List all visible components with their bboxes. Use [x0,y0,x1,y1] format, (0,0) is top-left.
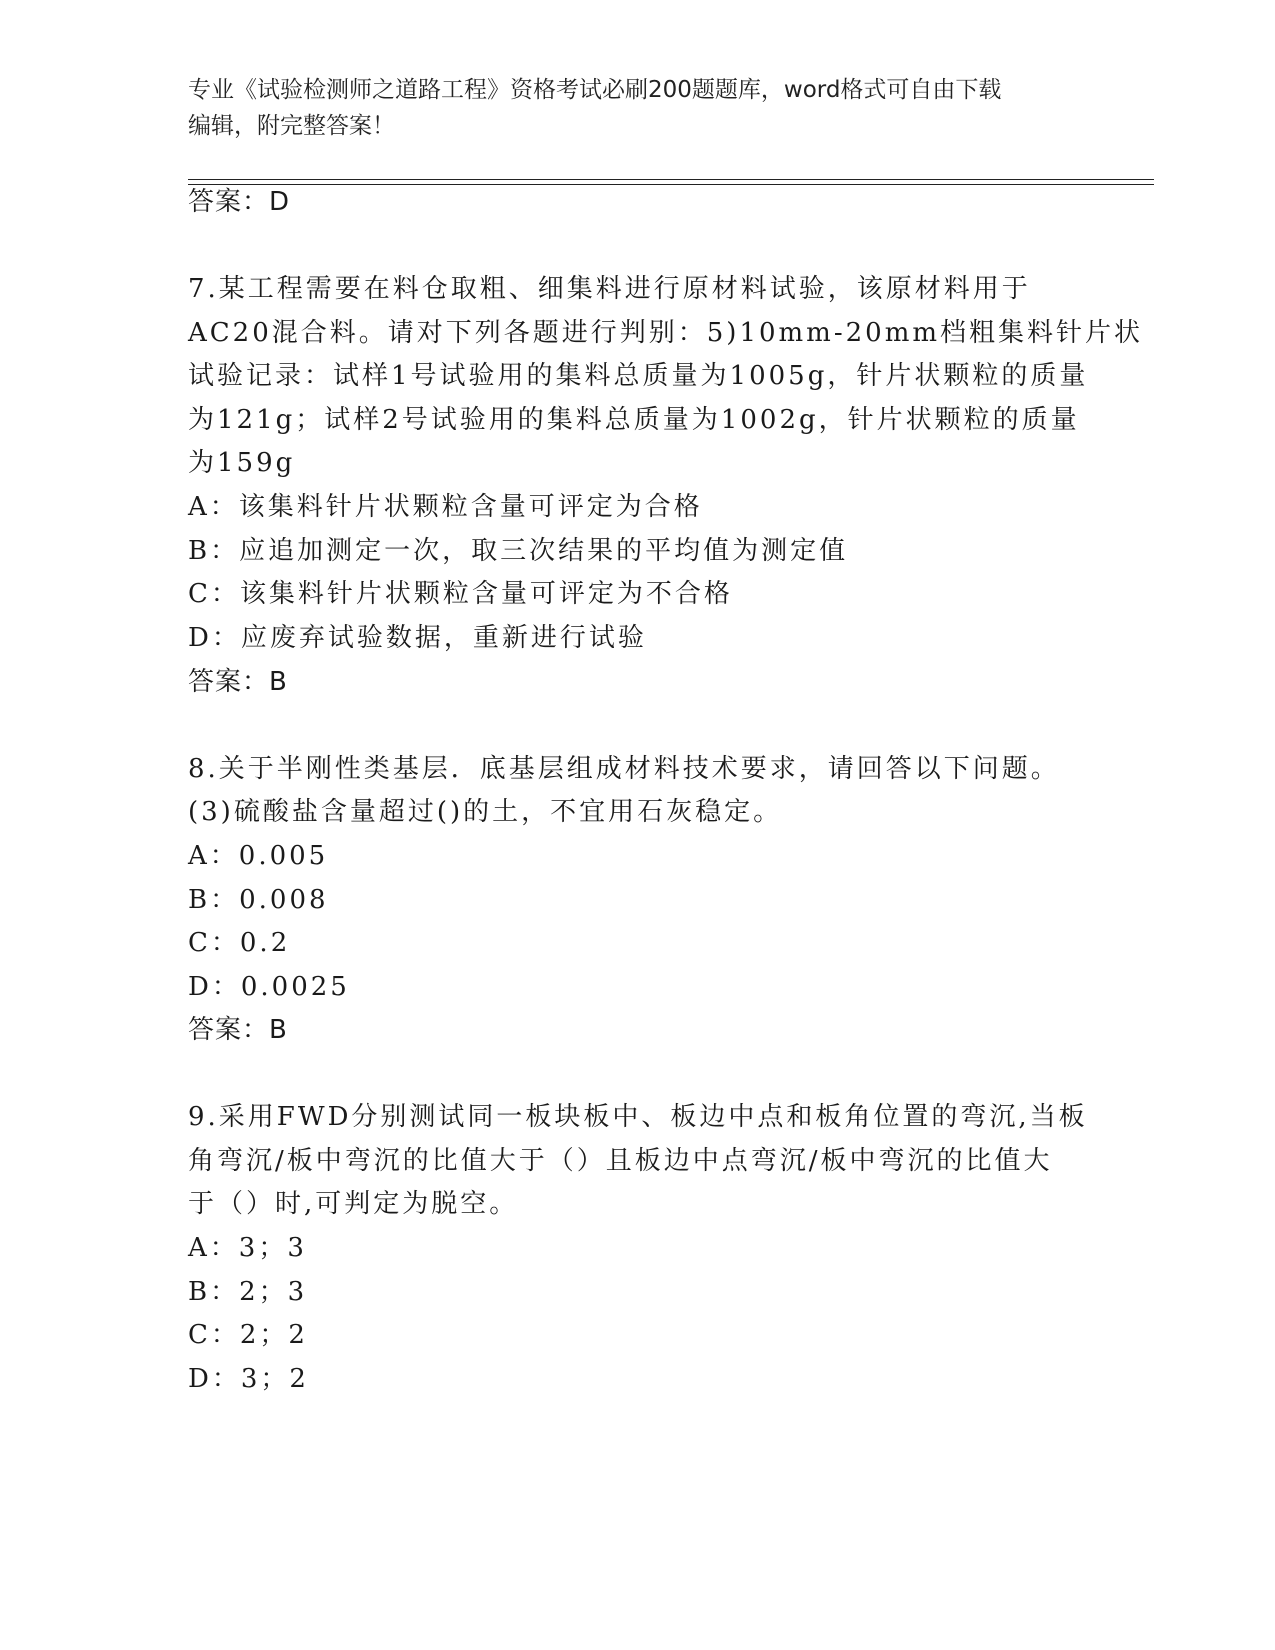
question-9-line-3: 于（）时,可判定为脱空。 [188,1189,519,1219]
question-8-line-1: 8.关于半刚性类基层．底基层组成材料技术要求，请回答以下问题。 [188,754,1060,784]
question-8-option-d: D：0.0025 [188,972,350,1002]
question-7-option-b: B：应追加测定一次，取三次结果的平均值为测定值 [188,536,849,566]
question-7-answer: 答案：B [188,667,288,697]
question-8-option-a: A：0.005 [188,841,329,871]
question-9-line-1: 9.采用FWD分别测试同一板块板中、板边中点和板角位置的弯沉,当板 [188,1102,1088,1132]
question-7-line-2: AC20混合料。请对下列各题进行判别：5)10mm-20mm档粗集料针片状 [188,318,1144,348]
question-9-option-d: D：3；2 [188,1364,309,1394]
question-7-line-5: 为159g [188,448,296,478]
previous-answer: 答案：D [188,187,291,217]
header-line-2: 编辑，附完整答案！ [188,113,395,139]
question-8-option-b: B：0.008 [188,885,329,915]
question-7-option-d: D：应废弃试验数据，重新进行试验 [188,623,647,653]
header-rule-top [188,179,1154,180]
question-8-answer: 答案：B [188,1015,288,1045]
question-7-option-a: A：该集料针片状颗粒含量可评定为合格 [188,492,703,522]
question-9-option-a: A：3；3 [188,1233,307,1263]
question-7-option-c: C：该集料针片状颗粒含量可评定为不合格 [188,579,733,609]
question-8-line-2: (3)硫酸盐含量超过()的土，不宜用石灰稳定。 [188,797,783,827]
question-7-line-4: 为121g；试样2号试验用的集料总质量为1002g，针片状颗粒的质量 [188,405,1080,435]
question-9-option-c: C：2；2 [188,1320,308,1350]
page-header [188,72,1078,144]
question-9-line-2: 角弯沉/板中弯沉的比值大于（）且板边中点弯沉/板中弯沉的比值大 [188,1146,1053,1176]
header-rule-bottom [188,184,1154,185]
question-7-line-3: 试验记录：试样1号试验用的集料总质量为1005g，针片状颗粒的质量 [188,361,1089,391]
header-line-1: 专业《试验检测师之道路工程》资格考试必刷200题题库，word格式可自由下载 [188,77,1002,103]
question-7-line-1: 7.某工程需要在料仓取粗、细集料进行原材料试验，该原材料用于 [188,274,1031,304]
question-9-option-b: B：2；3 [188,1277,308,1307]
question-8-option-c: C：0.2 [188,928,291,958]
